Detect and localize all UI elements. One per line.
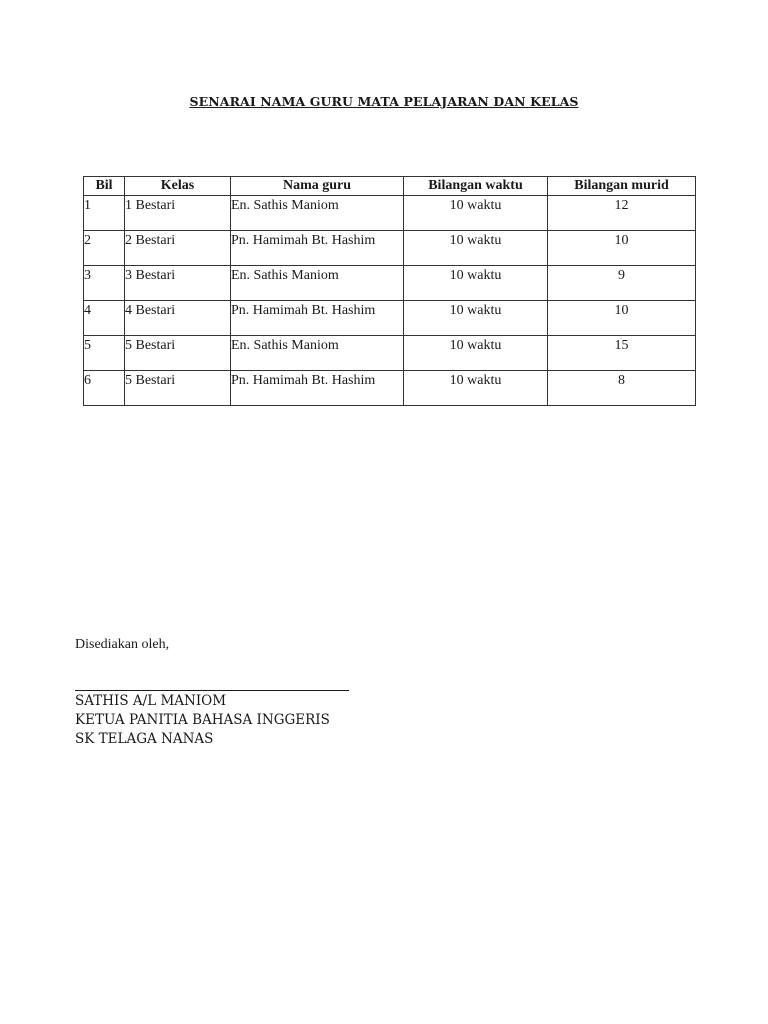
header-bil: Bil	[84, 177, 125, 196]
cell-bil: 3	[84, 266, 125, 301]
signatory-school: SK TELAGA NANAS	[75, 731, 214, 747]
cell-bil: 2	[84, 231, 125, 266]
cell-bilangan-murid: 10	[548, 301, 696, 336]
cell-nama-guru: Pn. Hamimah Bt. Hashim	[231, 301, 404, 336]
header-kelas: Kelas	[125, 177, 231, 196]
cell-bil: 1	[84, 196, 125, 231]
cell-bil: 6	[84, 371, 125, 406]
header-bilangan-waktu: Bilangan waktu	[404, 177, 548, 196]
header-nama-guru: Nama guru	[231, 177, 404, 196]
signatory-position: KETUA PANITIA BAHASA INGGERIS	[75, 712, 330, 728]
document-title: SENARAI NAMA GURU MATA PELAJARAN DAN KELAS	[189, 94, 579, 109]
table-row	[84, 371, 696, 406]
cell-nama-guru: En. Sathis Maniom	[231, 336, 404, 371]
cell-bilangan-waktu: 10 waktu	[404, 266, 548, 301]
cell-bil: 5	[84, 336, 125, 371]
prepared-by-label: Disediakan oleh,	[75, 637, 170, 652]
cell-bilangan-waktu: 10 waktu	[404, 371, 548, 406]
cell-kelas: 1 Bestari	[125, 196, 231, 231]
cell-kelas: 5 Bestari	[125, 336, 231, 371]
header-bilangan-murid: Bilangan murid	[548, 177, 696, 196]
cell-bilangan-murid: 15	[548, 336, 696, 371]
table-row	[84, 266, 696, 301]
cell-bilangan-waktu: 10 waktu	[404, 301, 548, 336]
cell-kelas: 2 Bestari	[125, 231, 231, 266]
cell-nama-guru: Pn. Hamimah Bt. Hashim	[231, 231, 404, 266]
cell-bilangan-murid: 12	[548, 196, 696, 231]
teacher-class-table	[83, 176, 696, 406]
signature-line	[75, 690, 349, 691]
cell-bilangan-waktu: 10 waktu	[404, 196, 548, 231]
signature-block	[75, 692, 330, 749]
table-header-row	[84, 177, 696, 196]
cell-kelas: 5 Bestari	[125, 371, 231, 406]
cell-bilangan-waktu: 10 waktu	[404, 231, 548, 266]
cell-nama-guru: En. Sathis Maniom	[231, 266, 404, 301]
signatory-name: SATHIS A/L MANIOM	[75, 693, 227, 709]
table-row	[84, 231, 696, 266]
cell-kelas: 4 Bestari	[125, 301, 231, 336]
cell-nama-guru: Pn. Hamimah Bt. Hashim	[231, 371, 404, 406]
cell-nama-guru: En. Sathis Maniom	[231, 196, 404, 231]
cell-bilangan-waktu: 10 waktu	[404, 336, 548, 371]
cell-bilangan-murid: 9	[548, 266, 696, 301]
table-row	[84, 336, 696, 371]
cell-bil: 4	[84, 301, 125, 336]
cell-bilangan-murid: 10	[548, 231, 696, 266]
cell-kelas: 3 Bestari	[125, 266, 231, 301]
cell-bilangan-murid: 8	[548, 371, 696, 406]
table-row	[84, 301, 696, 336]
table-row	[84, 196, 696, 231]
